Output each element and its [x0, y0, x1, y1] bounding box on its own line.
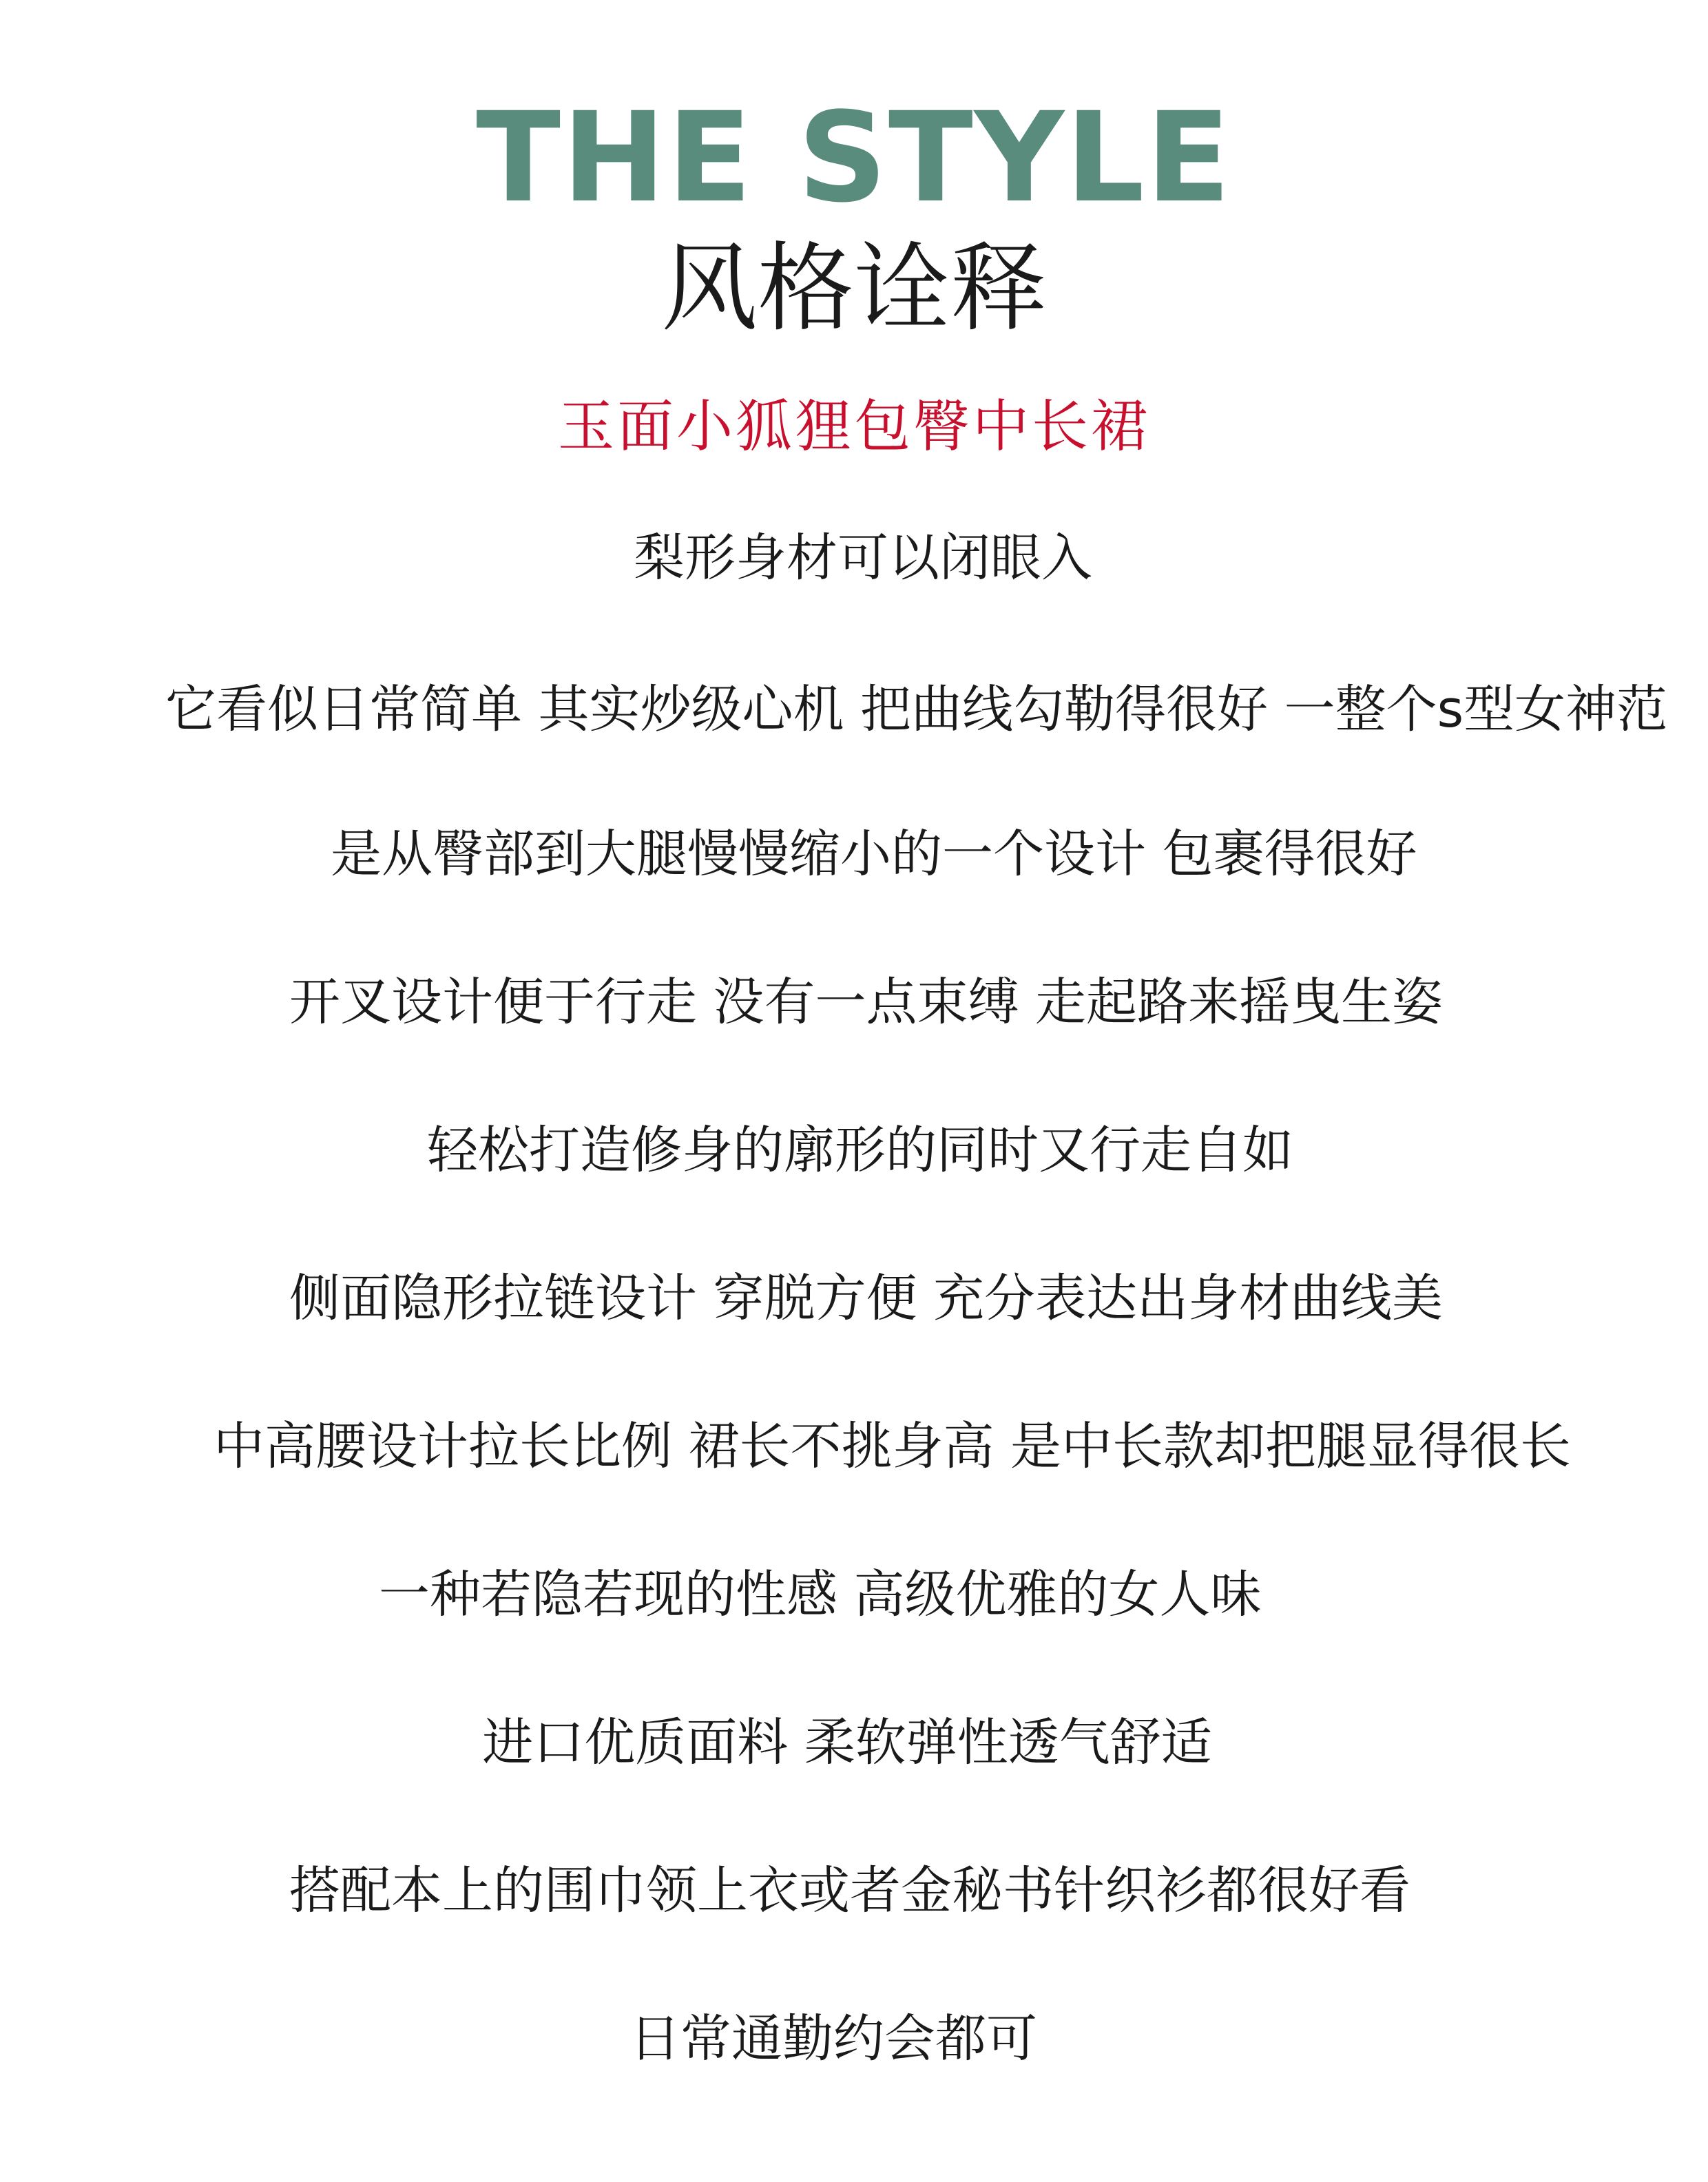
description-line-4: 开叉设计便于行走 没有一点束缚 走起路来摇曳生姿 [289, 973, 1444, 1032]
product-name: 玉面小狐狸包臀中长裙 [557, 394, 1150, 459]
description-line-6: 侧面隐形拉链设计 穿脱方便 充分表达出身材曲线美 [289, 1269, 1444, 1328]
page-title-english: THE STYLE [476, 86, 1232, 230]
description-line-10: 搭配本上的围巾领上衣或者金秘书针织衫都很好看 [289, 1861, 1410, 1920]
page-title-chinese: 风格诠释 [660, 233, 1047, 345]
description-line-3: 是从臀部到大腿慢慢缩小的一个设计 包裹得很好 [331, 824, 1417, 884]
description-line-5: 轻松打造修身的廓形的同时又行走自如 [427, 1121, 1293, 1180]
description-line-11: 日常通勤约会都可 [629, 2009, 1037, 2068]
description-line-7: 中高腰设计拉长比例 裙长不挑身高 是中长款却把腿显得很长 [214, 1417, 1572, 1476]
description-line-9: 进口优质面料 柔软弹性透气舒适 [482, 1713, 1212, 1772]
description-line-8: 一种若隐若现的性感 高级优雅的女人味 [379, 1565, 1262, 1624]
description-line-2: 它看似日常简单 其实炒级心机 把曲线勾勒得很好 一整个s型女神范 [165, 680, 1668, 739]
description-line-1: 梨形身材可以闭眼入 [634, 528, 1092, 588]
